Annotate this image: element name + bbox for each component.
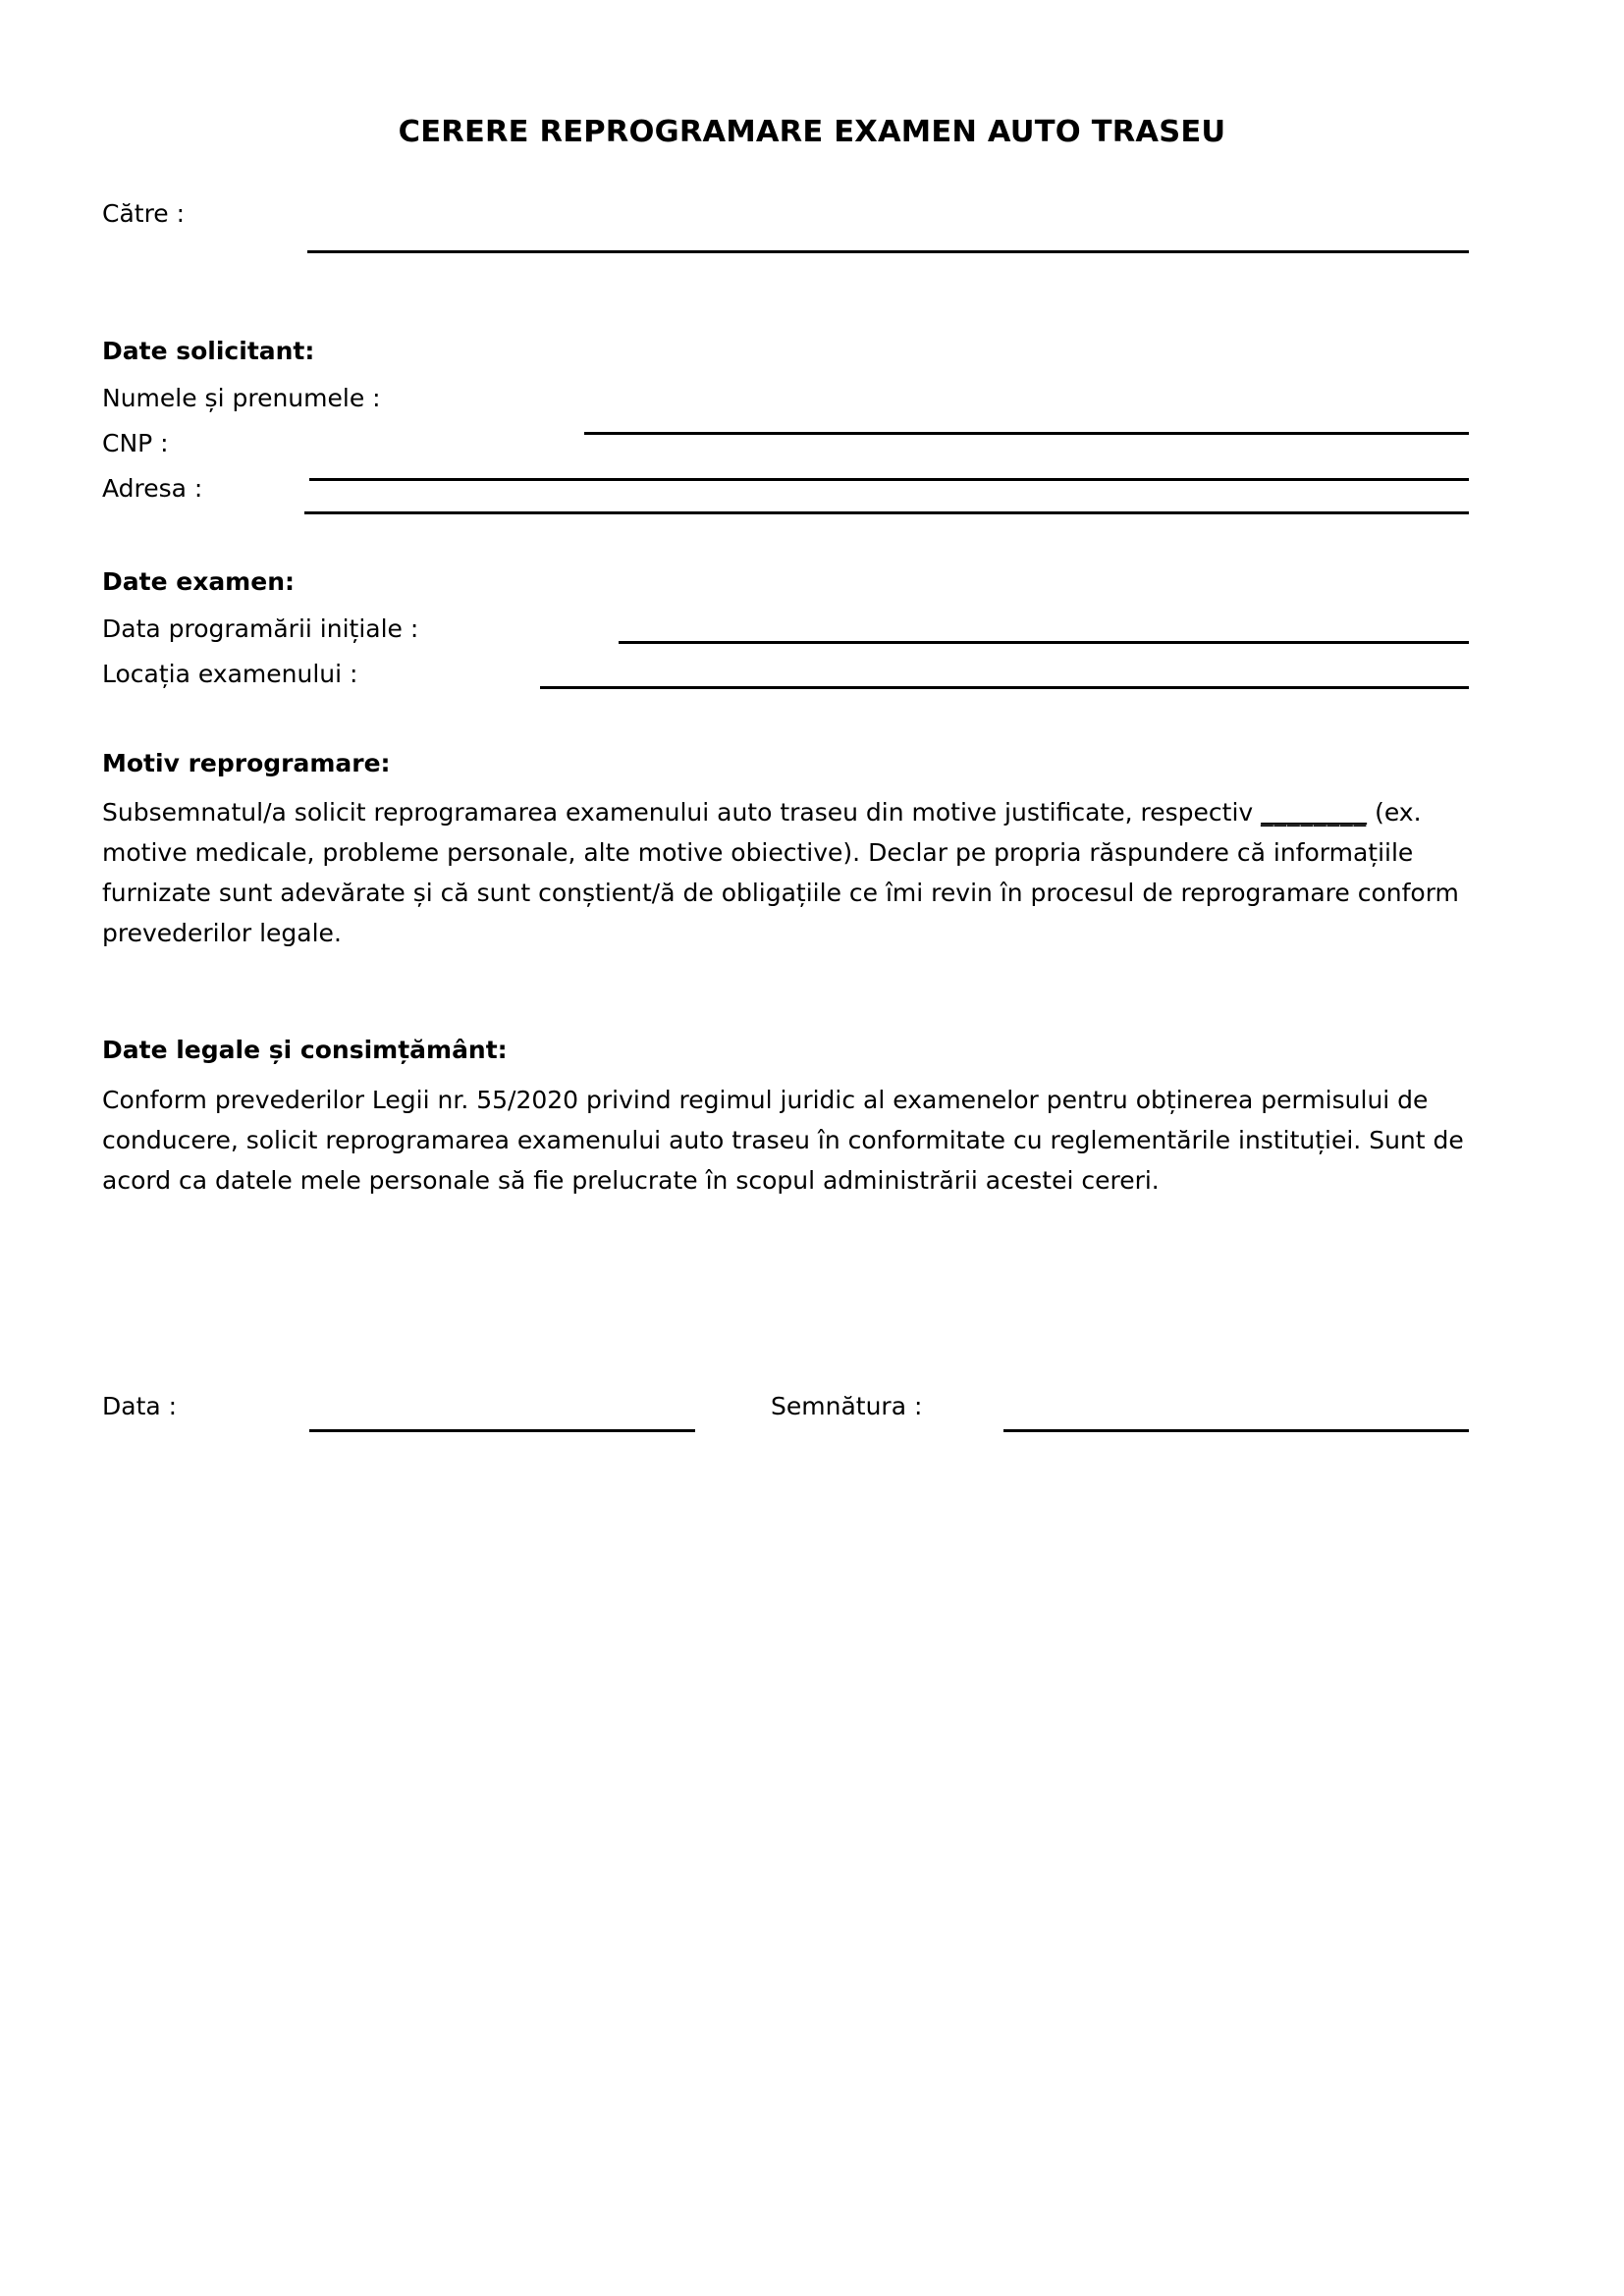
address-label: Adresa : bbox=[102, 474, 203, 503]
exam-location-input-line[interactable] bbox=[540, 686, 1469, 689]
recipient-label: Către : bbox=[102, 199, 186, 228]
address-input-line[interactable] bbox=[304, 511, 1469, 514]
initial-exam-date-input-line[interactable] bbox=[619, 641, 1469, 644]
page-title: CERERE REPROGRAMARE EXAMEN AUTO TRASEU bbox=[398, 115, 1226, 149]
reason-blank-line[interactable]: ________ bbox=[1261, 798, 1368, 827]
reason-text-after-blank: (ex. motive medicale, probleme personale, alte motive obiective). Declar pe propria răspundere că informațiile furnizate sunt adevărate și că sunt conștient/ă de obligațiile ce îmi revin în procesul de reprogramare conform prevederilor legale. bbox=[102, 798, 1459, 947]
reason-paragraph bbox=[102, 792, 1477, 953]
date-input-line[interactable] bbox=[309, 1429, 695, 1432]
full-name-label: Numele și prenumele : bbox=[102, 384, 381, 412]
recipient-input-line[interactable] bbox=[307, 250, 1469, 253]
legal-section-heading: Date legale și consimțământ: bbox=[102, 1036, 508, 1064]
exam-section-heading: Date examen: bbox=[102, 567, 295, 596]
reason-text-before-blank: Subsemnatul/a solicit reprogramarea examenului auto traseu din motive justificate, respectiv bbox=[102, 798, 1254, 827]
cnp-label: CNP : bbox=[102, 429, 169, 457]
date-label: Data : bbox=[102, 1392, 178, 1420]
initial-exam-date-label: Data programării inițiale : bbox=[102, 614, 419, 643]
signature-label: Semnătura : bbox=[771, 1392, 923, 1420]
cnp-input-line[interactable] bbox=[309, 478, 1469, 481]
legal-paragraph: Conform prevederilor Legii nr. 55/2020 privind regimul juridic al examenelor pentru obținerea permisului de conducere, solicit reprogramarea examenului auto traseu în conformitate cu reglementările instituției. Sunt de acord ca datele mele personale să fie prelucrate în scopul administrării acestei cereri. bbox=[102, 1086, 1464, 1195]
exam-location-label: Locația examenului : bbox=[102, 660, 358, 688]
reason-section-heading: Motiv reprogramare: bbox=[102, 749, 391, 777]
full-name-input-line[interactable] bbox=[584, 432, 1469, 435]
signature-input-line[interactable] bbox=[1003, 1429, 1469, 1432]
applicant-section-heading: Date solicitant: bbox=[102, 337, 315, 365]
